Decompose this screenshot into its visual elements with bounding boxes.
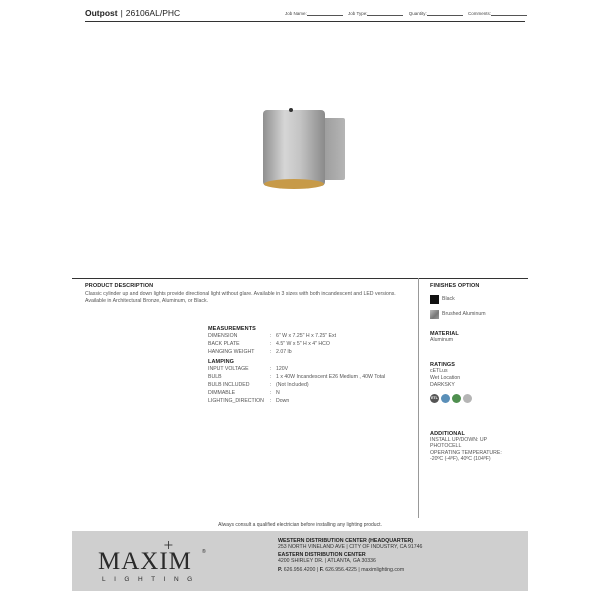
header <box>85 8 525 22</box>
quantity-field[interactable] <box>409 11 463 16</box>
title-separator: | <box>120 8 123 18</box>
spec-value: 2.07 lb <box>276 348 292 355</box>
finish-option-black[interactable] <box>430 295 525 304</box>
job-type-line <box>367 11 403 16</box>
fax-number: 626.956.4225 <box>325 567 357 573</box>
spec-value: (Not Included) <box>276 381 309 388</box>
spec-key: HANGING WEIGHT <box>208 348 255 355</box>
lamping-heading: LAMPING <box>208 359 235 366</box>
rating-line: DARKSKY <box>430 382 455 388</box>
maxim-logo <box>94 539 214 585</box>
spec-colon: : <box>270 389 272 396</box>
option-label: OPTION <box>457 283 480 289</box>
finish-name: Brushed Aluminum <box>442 311 486 317</box>
spec-colon: : <box>270 381 272 388</box>
spec-row <box>208 349 418 357</box>
spec-row <box>208 333 418 341</box>
spec-row <box>208 366 418 374</box>
material-value: Aluminum <box>430 337 454 343</box>
product-image <box>255 100 355 190</box>
phone-number[interactable]: 626.956.4200 <box>283 567 316 573</box>
additional-line: OPERATING TEMPERATURE: <box>430 449 502 456</box>
finishes-label: FINISHES <box>430 283 457 289</box>
spec-row <box>208 390 418 398</box>
spec-key: BULB <box>208 374 222 381</box>
job-type-label: Job Type: <box>348 11 368 16</box>
additional-heading: ADDITIONAL <box>430 431 465 437</box>
logo-subline: LIGHTING <box>102 576 201 583</box>
product-name: Outpost <box>85 8 118 18</box>
spec-colon: : <box>270 374 272 381</box>
additional-section <box>430 431 525 463</box>
western-heading: WESTERN DISTRIBUTION CENTER (HEADQUARTER) <box>278 538 414 544</box>
spec-colon: : <box>270 348 272 355</box>
contact-line <box>278 567 518 573</box>
wet-location-icon <box>441 394 450 403</box>
specifications <box>208 326 418 405</box>
cylinder-body <box>263 110 325 186</box>
ratings-section <box>430 362 525 403</box>
website-link[interactable]: maximlighting.com <box>361 567 405 573</box>
spec-colon: : <box>270 333 272 339</box>
spec-key: INPUT VOLTAGE <box>208 366 249 373</box>
additional-line: PHOTOCELL <box>430 443 462 450</box>
phone-label: P. <box>278 567 283 573</box>
disclaimer: Always consult a qualified electrician before installing any lighting product. <box>218 522 382 528</box>
rating-line: cETLus <box>430 368 448 374</box>
additional-line: -20ºC (-4ºF), 40ºC (104ºF) <box>430 456 491 463</box>
spec-key: DIMMABLE <box>208 389 236 396</box>
cap-screw <box>289 108 293 112</box>
spec-key: BACK PLATE <box>208 340 240 347</box>
section-rule <box>72 278 528 279</box>
material-heading: MATERIAL <box>430 331 459 337</box>
spec-row <box>208 341 418 349</box>
spec-row <box>208 374 418 382</box>
footer <box>72 531 528 591</box>
eastern-address: 4200 SHIRLEY DR. | ATLANTA, GA 30336 <box>278 558 376 564</box>
job-name-line <box>307 11 343 16</box>
material-section <box>430 331 525 344</box>
job-name-label: Job Name: <box>285 11 307 16</box>
spec-value: Down <box>276 397 290 404</box>
spec-colon: : <box>270 340 272 347</box>
rating-line: Wet Location <box>430 375 461 381</box>
fax-label: F. <box>319 567 324 573</box>
comments-field[interactable] <box>468 11 527 16</box>
spec-value: 1 x 40W Incandescent E26 Medium , 40W Total <box>276 374 386 381</box>
spec-colon: : <box>270 397 272 404</box>
additional-line: INSTALL UP/DOWN: UP <box>430 437 488 443</box>
title24-icon <box>463 394 472 403</box>
header-rule <box>85 21 525 22</box>
etl-listed-icon: ETL <box>430 394 439 403</box>
spec-colon: : <box>270 366 272 373</box>
spec-value: 120V <box>276 366 289 373</box>
column-divider <box>418 278 419 518</box>
logo-registered: ® <box>202 549 206 555</box>
job-type-field[interactable] <box>348 11 403 16</box>
job-name-field[interactable] <box>285 11 343 16</box>
aluminum-swatch <box>430 310 439 319</box>
spec-key: LIGHTING_DIRECTION <box>208 397 264 404</box>
spec-key: BULB INCLUDED <box>208 381 250 388</box>
spec-row <box>208 398 418 406</box>
finish-name: Black <box>442 296 455 302</box>
logo-wordmark: MAXIM <box>98 548 192 575</box>
spec-value: 6" W x 7.25" H x 7.25" Ext <box>276 333 337 339</box>
comments-label: Comments: <box>468 11 492 16</box>
western-address: 253 NORTH VINELAND AVE | CITY OF INDUSTRY, CA 91746 <box>278 544 423 550</box>
contact-sep: | <box>358 567 360 573</box>
measurements-heading: MEASUREMENTS <box>208 326 256 332</box>
eastern-heading: EASTERN DISTRIBUTION CENTER <box>278 552 366 558</box>
product-description <box>85 283 405 305</box>
spec-value: N <box>276 389 280 396</box>
quantity-label: Quantity: <box>408 11 427 16</box>
spec-value: 4.5" W x 5" H x 4" HCO <box>276 340 330 347</box>
finishes-heading <box>430 283 525 289</box>
spec-key: DIMENSION <box>208 333 238 339</box>
job-fields <box>285 11 531 16</box>
page-title <box>85 8 180 18</box>
comments-line <box>491 11 527 16</box>
finishes-section <box>430 283 525 319</box>
spec-row <box>208 382 418 390</box>
finish-option-aluminum[interactable] <box>430 310 525 319</box>
cylinder-opening <box>264 179 324 189</box>
model-number: 26106AL/PHC <box>125 8 181 18</box>
contact-sep: | <box>316 567 319 573</box>
product-description-text: Classic cylinder up and down lights provide directional light without glare. Available in 3 sizes with both incandescent and LED versions. Available in Architectural Bronze, Aluminum, or Black. <box>85 291 396 304</box>
footer-contact <box>278 538 518 573</box>
black-swatch <box>430 295 439 304</box>
quantity-line <box>427 11 463 16</box>
ratings-heading: RATINGS <box>430 362 456 368</box>
certification-icons <box>430 394 525 403</box>
darksky-icon <box>452 394 461 403</box>
product-description-heading: PRODUCT DESCRIPTION <box>85 283 154 289</box>
